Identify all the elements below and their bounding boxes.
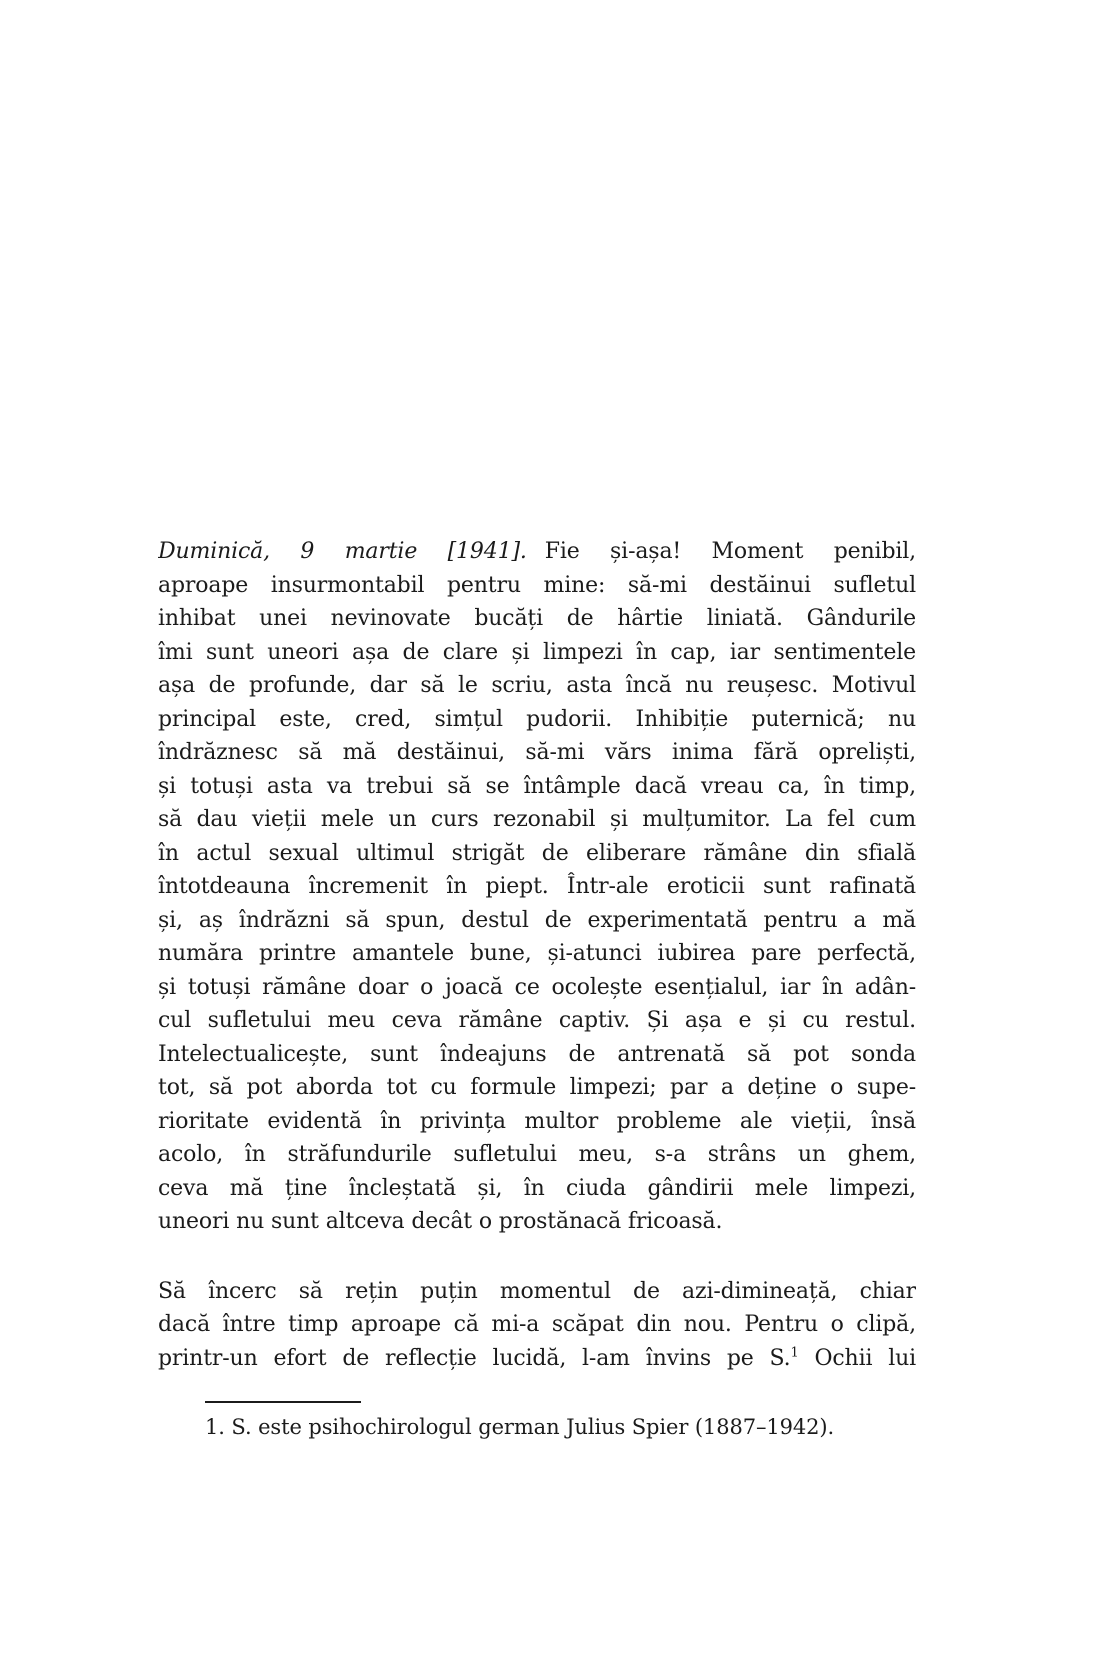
text-line-last: uneori nu sunt altceva decât o prostănacă fricoasă. [158, 1209, 723, 1234]
footnote-reference: 1 [790, 1345, 799, 1361]
date-gap-spacer [527, 557, 545, 558]
text-line: așa de profunde, dar să le scriu, asta încă nu reușesc. Motivul [158, 673, 916, 698]
text-line: și totuși rămâne doar o joacă ce ocolește esențialul, iar în adân- [158, 974, 916, 1000]
text-line: în actul sexual ultimul strigăt de eliberare rămâne din sfială [158, 840, 916, 866]
text-line: Să încerc să rețin puțin momentul de azi-dimineață, chiar [158, 1278, 916, 1304]
line-text: printr-un efort de reflecție lucidă, l-am învins pe S. [158, 1345, 791, 1371]
text-line: ceva mă ține încleștată și, în ciuda gândirii mele limpezi, [158, 1175, 916, 1201]
text-line: inhibat unei nevinovate bucăți de hârtie liniată. Gândurile [158, 606, 916, 631]
text-line: rioritate evidentă în privința multor probleme ale vieții, însă [158, 1108, 916, 1134]
text-line-1 [158, 535, 916, 569]
paragraph-2 [158, 1275, 916, 1376]
footnote-text: 1. S. este psihochirologul german Julius Spier (1887–1942). [205, 1415, 835, 1439]
text-line: dacă între timp aproape că mi-a scăpat din nou. Pentru o clipă, [158, 1312, 916, 1337]
text-line: să dau vieții mele un curs rezonabil și mulțumitor. La fel cum [158, 807, 916, 832]
text-line: principal este, cred, simțul pudorii. Inhibiție puternică; nu [158, 706, 916, 732]
text-line: aproape insurmontabil pentru mine: să-mi destăinui sufletul [158, 572, 916, 598]
text-line: cul sufletului meu ceva rămâne captiv. Și așa e și cu restul. [158, 1008, 916, 1033]
text-line: tot, să pot aborda tot cu formule limpezi; par a deține o supe- [158, 1075, 916, 1100]
text-line: și totuși asta va trebui să se întâmple dacă vreau ca, în timp, [158, 773, 916, 799]
text-line: îndrăznesc să mă destăinui, să-mi vărs inima fără opreliști, [158, 740, 916, 765]
diary-entry [158, 535, 916, 1442]
text-line-with-footnote-ref [158, 1342, 916, 1376]
line-text: Ochii lui [798, 1345, 916, 1371]
entry-date: Duminică, 9 martie [1941]. [158, 539, 527, 564]
text-line: Intelectualicește, sunt îndeajuns de antrenată să pot sonda [158, 1041, 916, 1067]
footnote-separator [205, 1401, 361, 1403]
text-line: întotdeauna încremenit în piept. Într-ale eroticii sunt rafinată [158, 874, 916, 899]
paragraph-1 [158, 535, 916, 1239]
text-line: număra printre amantele bune, și-atunci iubirea pare perfectă, [158, 941, 916, 966]
line-text: Fie și-așa! Moment penibil, [544, 539, 916, 564]
text-line: și, aș îndrăzni să spun, destul de experimentată pentru a mă [158, 907, 916, 933]
text-line: acolo, în străfundurile sufletului meu, s-a strâns un ghem, [158, 1142, 916, 1167]
text-line: îmi sunt uneori așa de clare și limpezi în cap, iar sentimentele [158, 639, 916, 665]
